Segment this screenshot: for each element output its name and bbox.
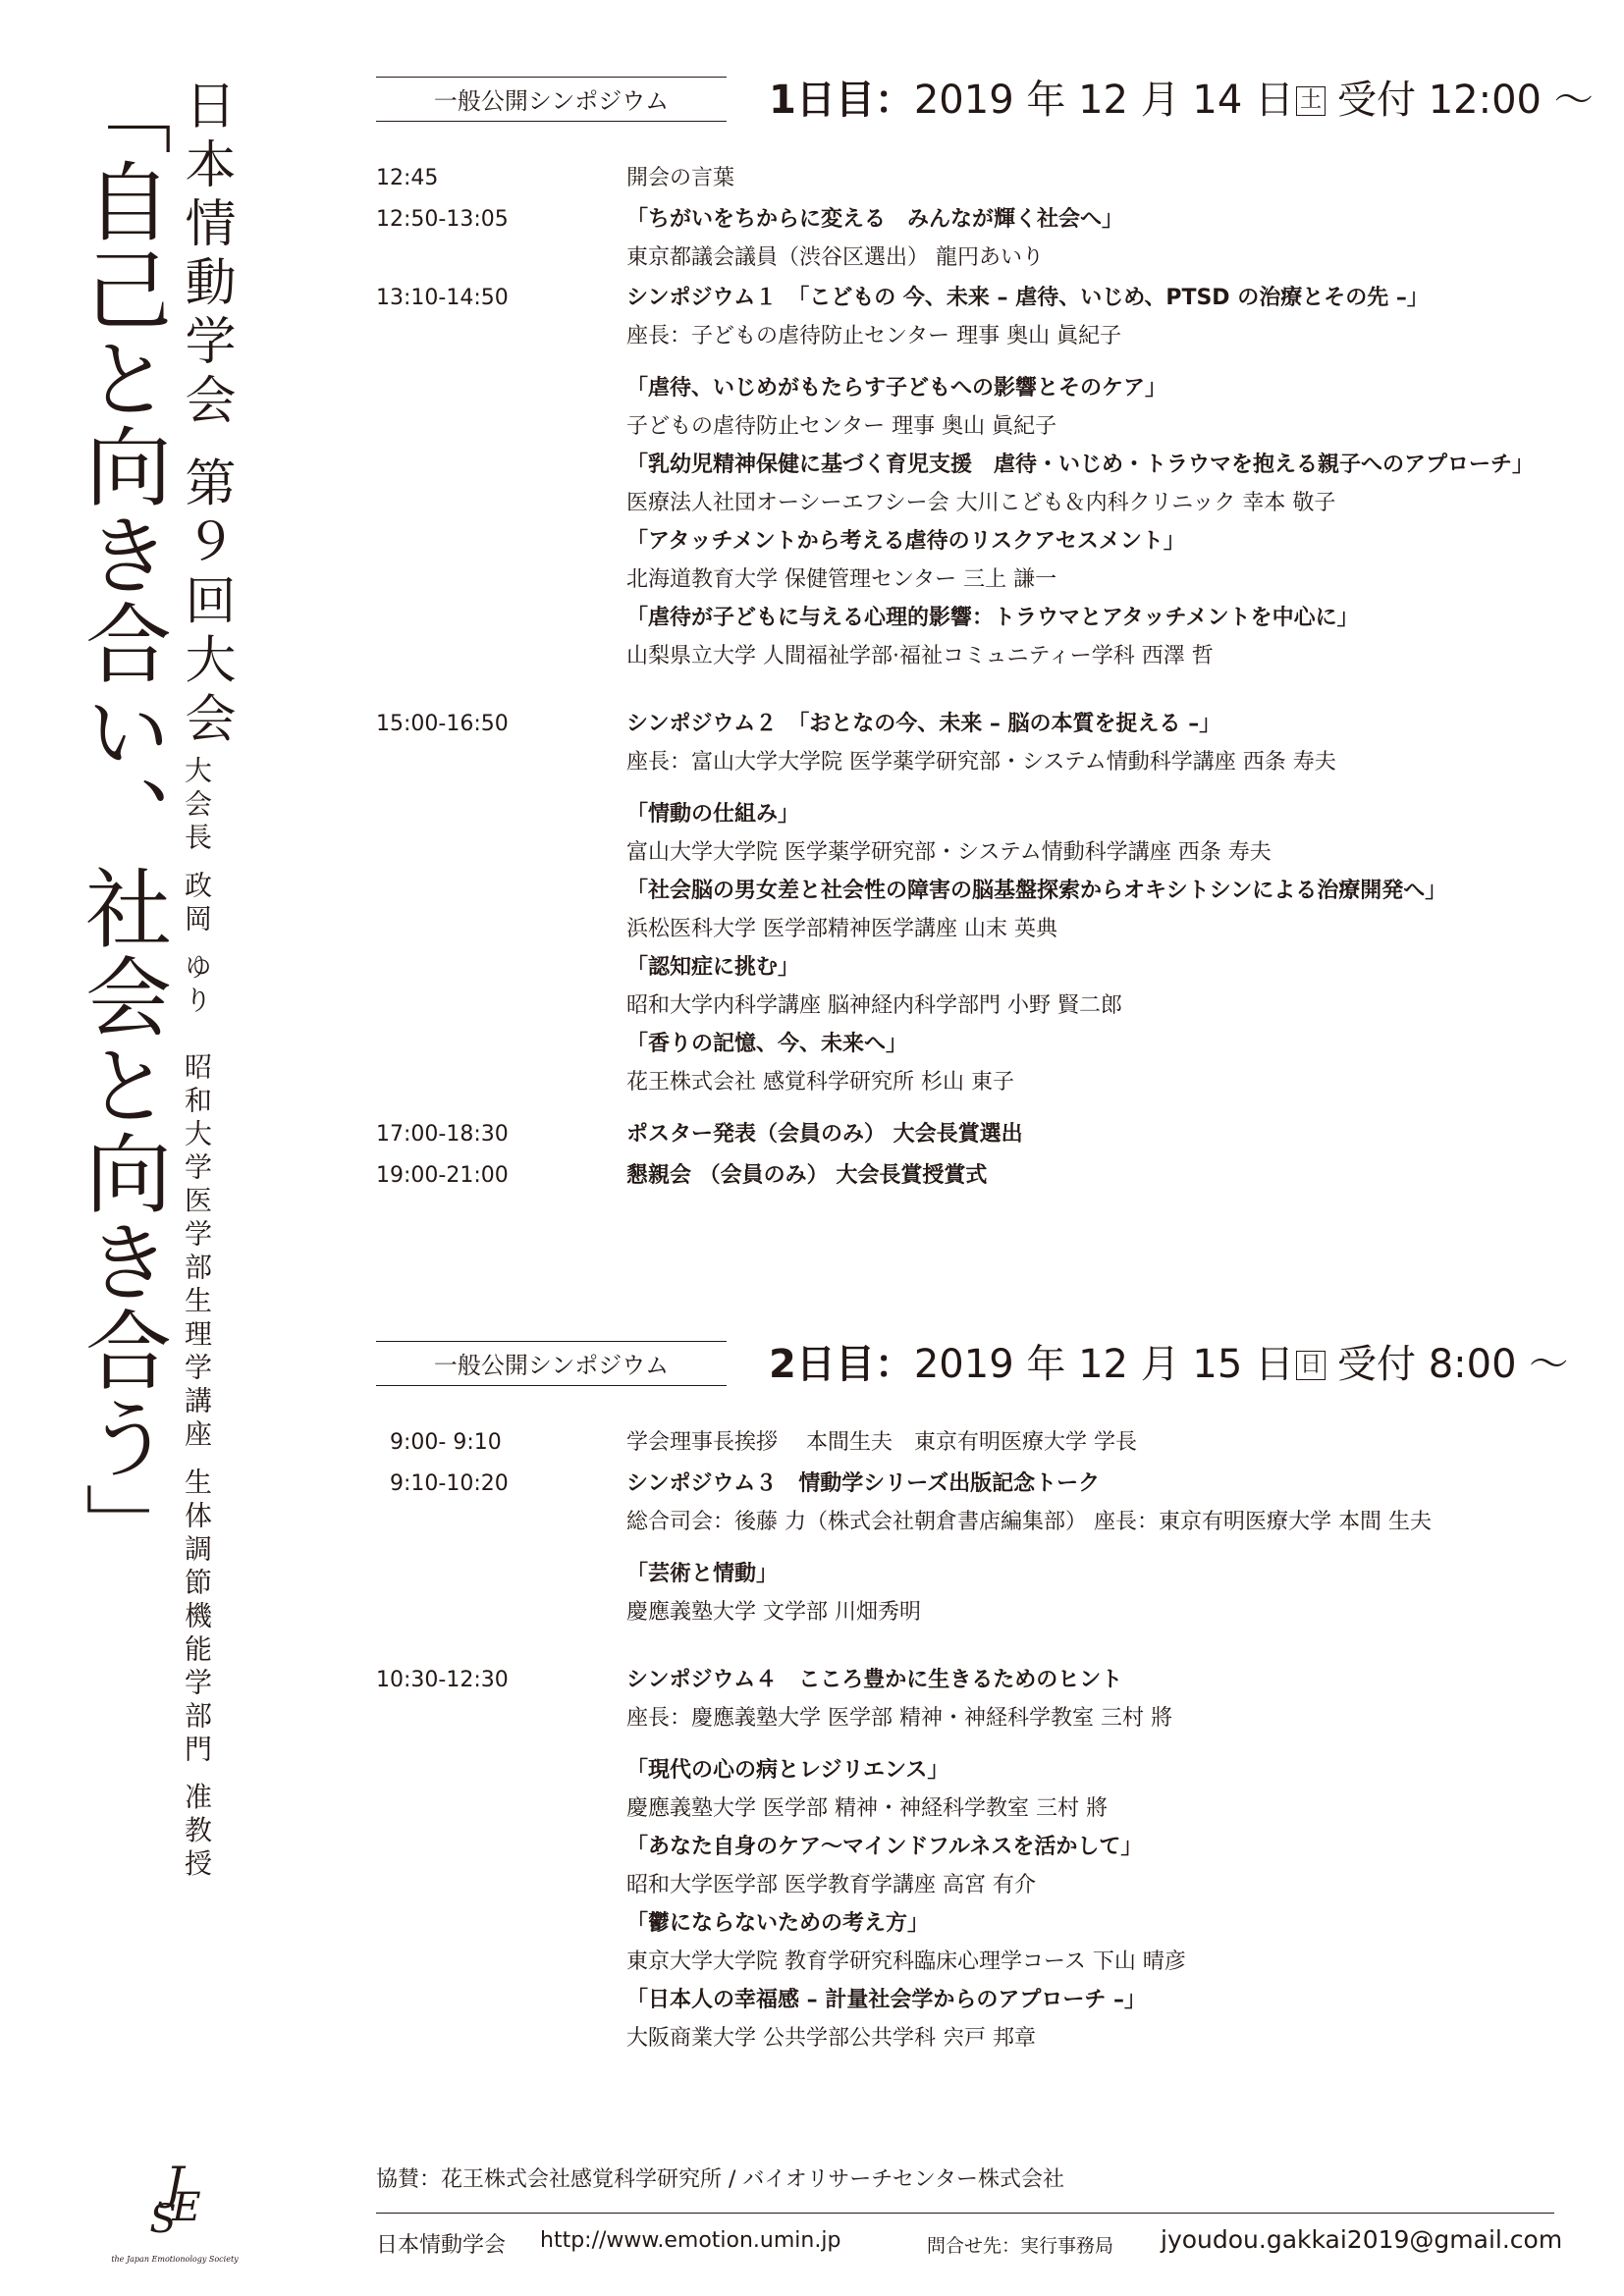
day2-header <box>376 1341 1569 1410</box>
day1-colon: ： <box>874 78 914 123</box>
talk-title: 「認知症に挑む」 <box>626 955 800 980</box>
item-time: 9:10-10:20 <box>390 1471 509 1496</box>
logo-caption: the Japan Emotionology Society <box>111 2255 239 2264</box>
talk-title: 「情動の仕組み」 <box>626 802 800 827</box>
item-content <box>626 1465 1594 1631</box>
item-time: 12:45 <box>376 166 439 190</box>
talk-speaker: 慶應義塾大学 医学部 精神・神経科学教室 三村 將 <box>626 1796 1108 1821</box>
schedule-item <box>376 705 1594 1101</box>
item-time: 17:00-18:30 <box>376 1122 509 1147</box>
talk-speaker: 浜松医科大学 医学部精神医学講座 山末 英典 <box>626 917 1057 941</box>
footer-divider <box>376 2213 1554 2214</box>
schedule-item <box>376 200 1594 277</box>
society-logo-icon <box>106 2160 244 2268</box>
day1-label: 一般公開シンポジウム <box>433 87 670 115</box>
item-content <box>626 1423 1594 1463</box>
conference-title: 日本情動学会 第９回大会 <box>176 79 235 751</box>
day2-label-box <box>376 1341 727 1386</box>
talk-speaker: 山梨県立大学 人間福祉学部·福祉コミュニティー学科 西澤 哲 <box>626 644 1214 668</box>
day1-header <box>376 77 1594 145</box>
day1-label-box <box>376 77 727 122</box>
day2-day: 2日目 <box>769 1342 875 1387</box>
schedule-item <box>376 1115 1594 1154</box>
symposium-title: シンポジウム１ 「こどもの 今、未来 – 虐待、いじめ、PTSD の治療とその先 –」 <box>626 286 1429 310</box>
talk-speaker: 慶應義塾大学 文学部 川畑秀明 <box>626 1600 921 1625</box>
item-speaker: 東京都議会議員（渋谷区選出） 龍円あいり <box>626 245 1044 270</box>
symposium-title: シンポジウム２ 「おとなの今、未来 – 脳の本質を捉える –」 <box>626 712 1221 736</box>
day2-reception: 受付 8:00 ～ <box>1337 1342 1569 1387</box>
talk-title: 「アタッチメントから考える虐待のリスクアセスメント」 <box>626 529 1185 554</box>
symposium-chair: 総合司会：後藤 力（株式会社朝倉書店編集部） 座長：東京有明医療大学 本間 生夫 <box>626 1510 1432 1534</box>
symposium-title: シンポジウム３ 情動学シリーズ出版記念トーク <box>626 1471 1101 1496</box>
day2-date-line <box>769 1333 1568 1389</box>
day2-colon: ： <box>874 1342 914 1387</box>
item-content <box>626 1661 1594 2057</box>
day2-date: 2019 年 12 月 15 日 <box>913 1342 1295 1387</box>
day1-reception: 受付 12:00 ～ <box>1337 78 1594 123</box>
item-title: 懇親会 （会員のみ） 大会長賞授賞式 <box>626 1163 988 1188</box>
day2-schedule <box>376 1423 1594 2057</box>
symposium-chair: 座長：富山大学大学院 医学薬学研究部・システム情動科学講座 西条 寿夫 <box>626 750 1336 774</box>
item-title: 「ちがいをちからに変える みんなが輝く社会へ」 <box>626 207 1124 232</box>
talk-speaker: 花王株式会社 感覚科学研究所 杉山 東子 <box>626 1070 1014 1095</box>
talk-speaker: 子どもの虐待防止センター 理事 奥山 眞紀子 <box>626 414 1057 439</box>
svg-text:S: S <box>149 2197 177 2242</box>
item-content <box>626 1115 1594 1154</box>
schedule-item <box>376 1156 1594 1196</box>
day1-weekday: 土 <box>1296 86 1326 116</box>
item-content <box>626 200 1594 277</box>
talk-title: 「芸術と情動」 <box>626 1562 779 1586</box>
item-time: 15:00-16:50 <box>376 712 509 736</box>
schedule-item <box>376 1465 1594 1631</box>
talk-speaker: 富山大学大学院 医学薬学研究部・システム情動科学講座 西条 寿夫 <box>626 840 1272 865</box>
item-title: ポスター発表（会員のみ） 大会長賞選出 <box>626 1122 1023 1147</box>
talk-title: 「乳幼児精神保健に基づく育児支援 虐待・いじめ・トラウマを抱える親子へのアプローチ」 <box>626 453 1535 477</box>
item-content <box>626 1156 1594 1196</box>
item-time: 12:50-13:05 <box>376 207 509 232</box>
svg-text:J: J <box>165 2160 185 2210</box>
main-title: 「自己と向き合い、社会と向き合う」 <box>72 69 173 1571</box>
item-time: 10:30-12:30 <box>376 1668 509 1692</box>
talk-title: 「社会脳の男女差と社会性の障害の脳基盤探索からオキシトシンによる治療開発へ」 <box>626 879 1447 903</box>
svg-text:E: E <box>172 2185 201 2230</box>
symposium-chair: 座長：慶應義塾大学 医学部 精神・神経科学教室 三村 將 <box>626 1706 1172 1731</box>
day2-weekday: 日 <box>1296 1351 1326 1380</box>
symposium-title: シンポジウム４ こころ豊かに生きるためのヒント <box>626 1668 1123 1692</box>
item-time: 9:00- 9:10 <box>390 1430 502 1455</box>
day1-schedule <box>376 159 1594 1196</box>
talk-title: 「鬱にならないための考え方」 <box>626 1911 930 1936</box>
footer-org: 日本情動学会 <box>376 2233 507 2258</box>
day1-date: 2019 年 12 月 14 日 <box>913 78 1295 123</box>
item-content <box>626 159 1594 198</box>
schedule-item <box>376 159 1594 198</box>
talk-speaker: 東京大学大学院 教育学研究科臨床心理学コース 下山 晴彦 <box>626 1949 1186 1974</box>
schedule-item <box>376 1661 1594 2057</box>
item-title: 学会理事長挨拶 本間生夫 東京有明医療大学 学長 <box>626 1430 1137 1455</box>
talk-speaker: 昭和大学医学部 医学教育学講座 高宮 有介 <box>626 1873 1036 1897</box>
talk-speaker: 昭和大学内科学講座 脳神経内科学部門 小野 賢二郎 <box>626 993 1122 1018</box>
footer-email-link[interactable]: jyoudou.gakkai2019@gmail.com <box>1161 2225 1563 2254</box>
talk-speaker: 医療法人社団オーシーエフシー会 大川こども＆内科クリニック 幸本 敬子 <box>626 491 1336 515</box>
day1-day: 1日目 <box>769 78 875 123</box>
item-title: 開会の言葉 <box>626 166 735 190</box>
talk-title: 「あなた自身のケア～マインドフルネスを活かして」 <box>626 1835 1143 1859</box>
talk-title: 「虐待が子どもに与える心理的影響：トラウマとアタッチメントを中心に」 <box>626 606 1359 630</box>
talk-title: 「日本人の幸福感 – 計量社会学からのアプローチ –」 <box>626 1988 1146 2012</box>
day1-date-line <box>769 69 1594 125</box>
item-time: 13:10-14:50 <box>376 286 509 310</box>
schedule-item <box>376 279 1594 675</box>
item-content <box>626 279 1594 675</box>
talk-speaker: 北海道教育大学 保健管理センター 三上 謙一 <box>626 567 1057 592</box>
talk-speaker: 大阪商業大学 公共学部公共学科 宍戸 邦章 <box>626 2026 1036 2051</box>
president-info: 大会長 政岡 ゆり 昭和大学医学部生理学講座 生体調節機能学部門 准教授 <box>181 756 213 1883</box>
sponsor-line: 協賛：花王株式会社感覚科学研究所 / バイオリサーチセンター株式会社 <box>376 2167 1064 2192</box>
day2-label: 一般公開シンポジウム <box>433 1352 670 1379</box>
item-content <box>626 705 1594 1101</box>
footer-contact-label: 問合せ先：実行事務局 <box>927 2235 1114 2257</box>
item-time: 19:00-21:00 <box>376 1163 509 1188</box>
symposium-chair: 座長：子どもの虐待防止センター 理事 奥山 眞紀子 <box>626 324 1122 348</box>
schedule-item <box>376 1423 1594 1463</box>
footer-url-link[interactable]: http://www.emotion.umin.jp <box>540 2228 841 2253</box>
talk-title: 「香りの記憶、今、未来へ」 <box>626 1032 908 1056</box>
talk-title: 「虐待、いじめがもたらす子どもへの影響とそのケア」 <box>626 376 1167 400</box>
talk-title: 「現代の心の病とレジリエンス」 <box>626 1758 949 1783</box>
